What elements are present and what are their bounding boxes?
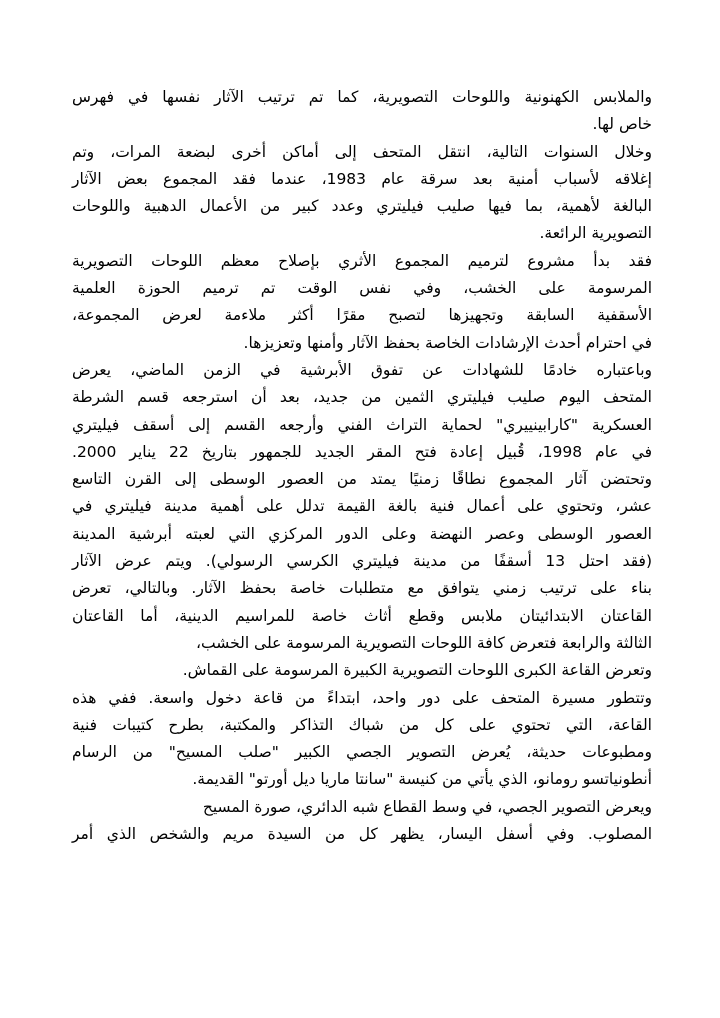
text-line: المتحف اليوم صليب فيليتري الثمين من جديد، بعد أن استرجعه قسم الشرطة <box>72 388 652 407</box>
text-line: البالغة لأهمية، بما فيها صليب فيليتري وعدد كبير من الأعمال الدهبية واللوحات <box>72 197 652 216</box>
text-line: العصور الوسطى وعصر النهضة وعلى الدور المركزي التي لعبته أبرشية المدينة <box>72 524 652 543</box>
text-line: وخلال السنوات التالية، انتقل المتحف إلى أماكن أخرى لبضعة المرات، وتم <box>72 142 652 161</box>
text-line: خاص لها. <box>592 115 652 134</box>
body-text <box>72 84 652 848</box>
text-line: ومطبوعات حديثة، يُعرض التصوير الجصي الكبير "صلب المسيح" من الرسام <box>72 743 652 762</box>
text-line: المرسومة على الخشب، وفي نفس الوقت تم ترميم الحوزة العلمية <box>72 279 652 298</box>
text-line: وتحتضن آثار المجموع نطاقًا زمنيًا يمتد من العصور الوسطى إلى القرن التاسع <box>72 470 652 489</box>
text-line: إغلاقه لأسباب أمنية بعد سرقة عام 1983، عندما فقد المجموع بعض الآثار <box>72 169 652 188</box>
text-line: وتعرض القاعة الكبرى اللوحات التصويرية الكبيرة المرسومة على القماش. <box>182 661 652 680</box>
text-line: وتتطور مسيرة المتحف على دور واحد، ابتداءً من قاعة دخول واسعة. ففي هذه <box>72 688 652 707</box>
text-line: القاعتان الابتدائيتان ملابس وقطع أثاث خاصة للمراسيم الدينية، أما القاعتان <box>72 606 652 625</box>
text-line: (فقد احتل 13 أسقفًا من مدينة فيليتري الكرسي الرسولي). ويتم عرض الآثار <box>72 552 652 571</box>
text-line: الأسقفية السابقة وتجهيزها لتصبح مقرًا أكثر ملاءمة لعرض المجموعة، <box>72 306 652 325</box>
text-line: في احترام أحدث الإرشادات الخاصة بحفظ الآثار وأمنها وتعزيزها. <box>243 333 652 352</box>
text-line: بناء على ترتيب زمني يتوافق مع متطلبات خاصة بحفظ الآثار. وبالتالي، تعرض <box>72 579 652 598</box>
text-line: القاعة، التي تحتوي على كل من شباك التذاكر والمكتبة، بطرح كتيبات فنية <box>72 715 652 734</box>
text-line: ويعرض التصوير الجصي، في وسط القطاع شبه الدائري، صورة المسيح <box>202 797 652 816</box>
text-line: في عام 1998، قُبيل إعادة فتح المقر الجديد للجمهور بتاريخ 22 يناير 2000. <box>72 442 652 461</box>
text-line: الثالثة والرابعة فتعرض كافة اللوحات التصويرية المرسومة على الخشب، <box>196 633 652 652</box>
text-line: العسكرية "كارابينييري" لحماية التراث الفني وأرجعه القسم إلى أسقف فيليتري <box>72 415 652 434</box>
text-line: المصلوب. وفي أسفل اليسار، يظهر كل من السيدة مريم والشخص الذي أمر <box>72 825 652 844</box>
text-line: وباعتباره خادمًا للشهادات عن تفوق الأبرشية في الزمن الماضي، يعرض <box>72 360 652 379</box>
text-line: فقد بدأ مشروع لترميم المجموع الأثري بإصلاح معظم اللوحات التصويرية <box>72 251 652 270</box>
text-line: عشر، وتحتوي على أعمال فنية بالغة القيمة تدلل على أهمية مدينة فيليتري في <box>72 497 652 516</box>
text-line: أنطونياتسو رومانو، الذي يأتي من كنيسة "سانتا ماريا ديل أورتو" القديمة. <box>192 770 652 789</box>
text-line: التصويرية الرائعة. <box>539 224 652 243</box>
text-line: والملابس الكهنونية واللوحات التصويرية، كما تم ترتيب الآثار نفسها في فهرس <box>72 88 652 106</box>
